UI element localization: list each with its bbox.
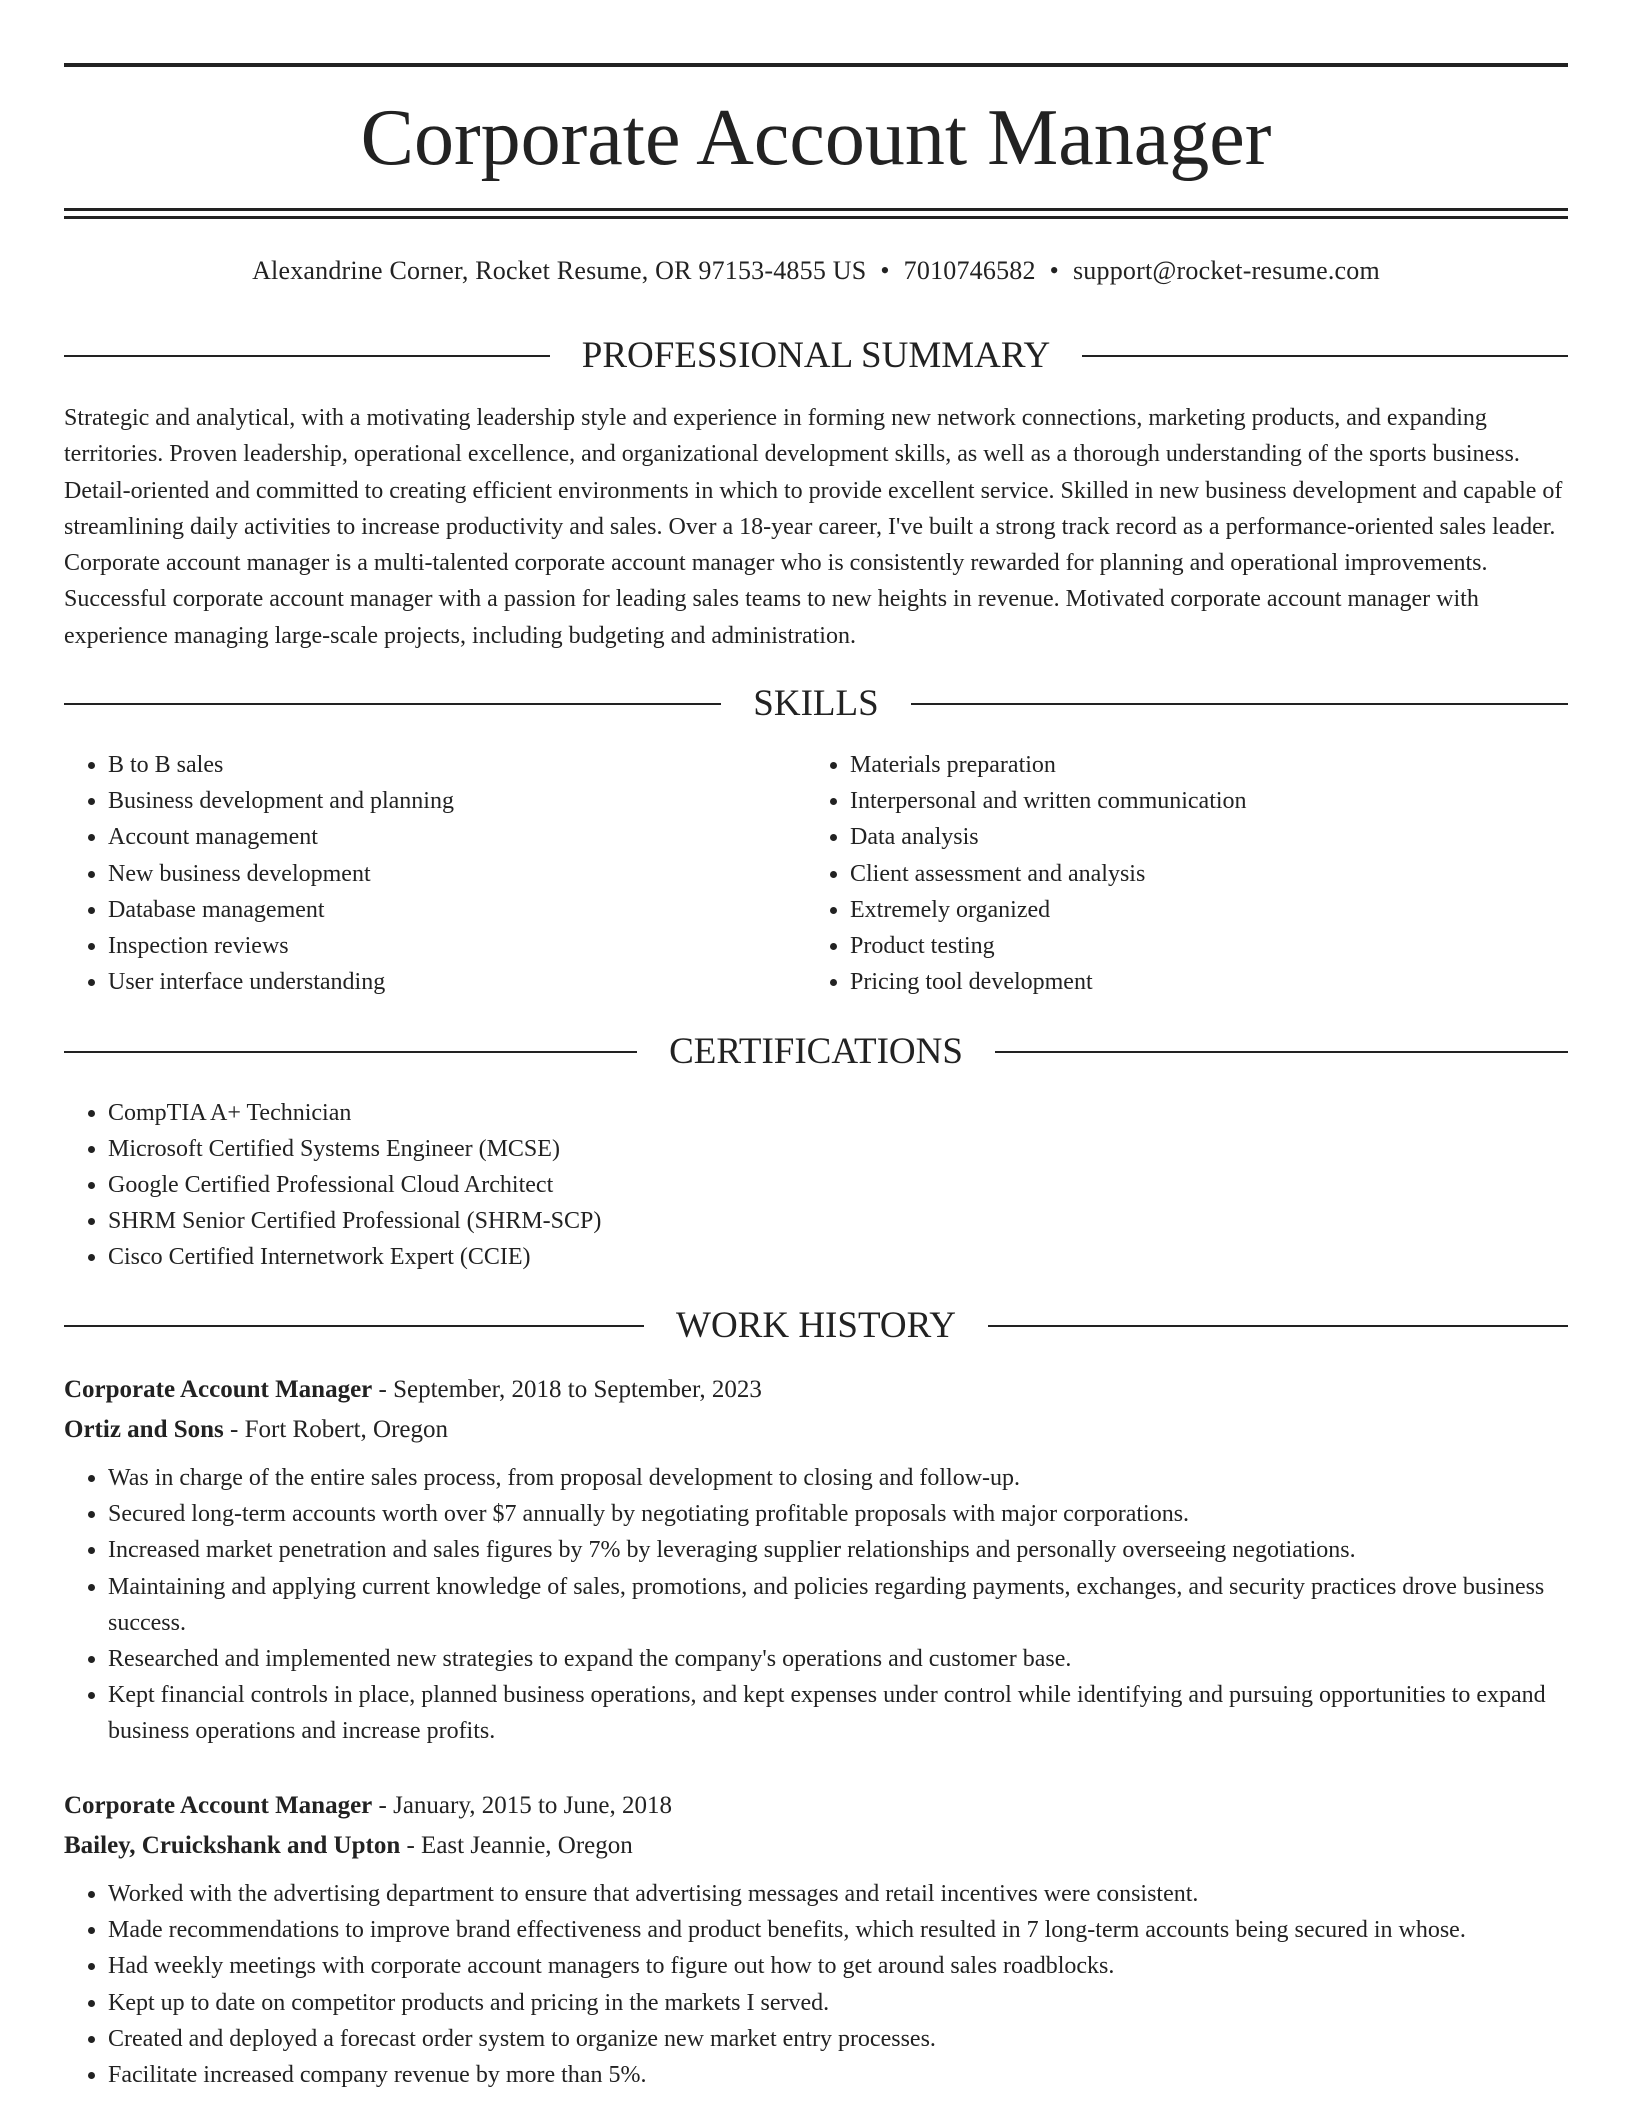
heading-rule-left	[64, 1325, 644, 1327]
heading-rule-left	[64, 355, 550, 357]
summary-text: Strategic and analytical, with a motivating leadership style and experience in forming new network connections, marketing products, and expanding territories. Proven leadership, operational excellence, and organizational development skills, as well as a thorough understanding of the sports business. Detail-oriented and committed to creating efficient environments in which to provide excellent service. Skilled in new business development and capable of streamlining daily activities to increase productivity and sales. Over a 18-year career, I've built a strong track record as a performance-oriented sales leader. Corporate account manager is a multi-talented corporate account manager who is consistently rewarded for planning and operational improvements. Successful corporate account manager with a passion for leading sales teams to new heights in revenue. Motivated corporate account manager with experience managing large-scale projects, including budgeting and administration.	[64, 405, 1563, 649]
title-double-rule	[64, 208, 1568, 219]
certifications-section	[64, 1095, 1564, 1275]
skill-item: • Data analysis	[850, 819, 1566, 855]
certification-item: • CompTIA A+ Technician	[108, 1095, 1564, 1131]
heading-rule-left	[64, 1051, 637, 1053]
summary-heading-row	[64, 334, 1568, 378]
skill-item: • Product testing	[850, 928, 1566, 964]
top-rule	[64, 63, 1568, 67]
skills-column-right	[806, 747, 1566, 1000]
skill-item: • Business development and planning	[108, 783, 784, 819]
certification-item: • Microsoft Certified Systems Engineer (MCSE)	[108, 1131, 1564, 1167]
job-dates: - September, 2018 to September, 2023	[372, 1376, 762, 1403]
resume-title: Corporate Account Manager	[360, 94, 1272, 182]
job-bullet: • Increased market penetration and sales figures by 7% by leveraging supplier relationships and personally overseeing negotiations.	[108, 1532, 1568, 1568]
skill-item: • Materials preparation	[850, 747, 1566, 783]
skills-column-left	[64, 747, 784, 1000]
job-bullet: • Secured long-term accounts worth over $7 annually by negotiating profitable proposals with major corporations.	[108, 1496, 1568, 1532]
job-location: - East Jeannie, Oregon	[400, 1832, 633, 1859]
skill-item: • Client assessment and analysis	[850, 856, 1566, 892]
job-company-line	[64, 1826, 1568, 1866]
job-bullet: • Created and deployed a forecast order system to organize new market entry processes.	[108, 2021, 1568, 2057]
certification-item: • Google Certified Professional Cloud Architect	[108, 1167, 1564, 1203]
job-entry	[64, 1370, 1568, 1750]
skills-list-left	[64, 747, 784, 1000]
skill-item: • Account management	[108, 819, 784, 855]
job-title: Corporate Account Manager	[64, 1792, 373, 1819]
contact-phone: 7010746582	[903, 256, 1036, 285]
certification-item: • Cisco Certified Internetwork Expert (CCIE)	[108, 1239, 1564, 1275]
job-title-line	[64, 1786, 1568, 1826]
work-history-heading-row	[64, 1304, 1568, 1348]
job-company: Bailey, Cruickshank and Upton	[64, 1832, 401, 1859]
job-title: Corporate Account Manager	[64, 1376, 373, 1403]
job-bullets	[64, 1876, 1568, 2093]
certifications-heading-row	[64, 1030, 1568, 1074]
skill-item: • Pricing tool development	[850, 964, 1566, 1000]
work-history-heading: WORK HISTORY	[676, 1305, 956, 1346]
skill-item: • User interface understanding	[108, 964, 784, 1000]
job-entry	[64, 1786, 1568, 2093]
certification-item: • SHRM Senior Certified Professional (SHRM-SCP)	[108, 1203, 1564, 1239]
heading-rule-right	[988, 1325, 1568, 1327]
certifications-list	[64, 1095, 1564, 1275]
job-dates: - January, 2015 to June, 2018	[372, 1792, 672, 1819]
summary-heading: PROFESSIONAL SUMMARY	[581, 335, 1051, 376]
job-bullet: • Kept up to date on competitor products and pricing in the markets I served.	[108, 1985, 1568, 2021]
contact-email: support@rocket-resume.com	[1072, 256, 1380, 285]
skills-list-right	[806, 747, 1566, 1000]
heading-rule-right	[911, 703, 1568, 705]
contact-address: Alexandrine Corner, Rocket Resume, OR 97153-4855 US	[252, 256, 867, 285]
job-bullet: • Maintaining and applying current knowledge of sales, promotions, and policies regarding payments, exchanges, and security practices drove business success.	[108, 1569, 1568, 1641]
skill-item: • New business development	[108, 856, 784, 892]
job-company: Ortiz and Sons	[64, 1416, 224, 1443]
heading-rule-left	[64, 703, 721, 705]
job-bullet: • Facilitate increased company revenue by more than 5%.	[108, 2057, 1568, 2093]
skills-heading: SKILLS	[753, 683, 879, 724]
job-bullet: • Was in charge of the entire sales process, from proposal development to closing and follow-up.	[108, 1460, 1568, 1496]
job-bullet: • Worked with the advertising department to ensure that advertising messages and retail incentives were consistent.	[108, 1876, 1568, 1912]
job-bullet: • Researched and implemented new strategies to expand the company's operations and customer base.	[108, 1641, 1568, 1677]
job-company-line	[64, 1410, 1568, 1450]
job-location: - Fort Robert, Oregon	[223, 1416, 449, 1443]
skill-item: • Extremely organized	[850, 892, 1566, 928]
job-title-line	[64, 1370, 1568, 1410]
skills-heading-row	[64, 682, 1568, 726]
job-bullet: • Kept financial controls in place, planned business operations, and kept expenses under control while identifying and pursuing opportunities to expand business operations and increase profits.	[108, 1677, 1568, 1749]
contact-separator: •	[1049, 256, 1059, 285]
job-bullet: • Had weekly meetings with corporate account managers to figure out how to get around sales roadblocks.	[108, 1948, 1568, 1984]
certifications-heading: CERTIFICATIONS	[669, 1031, 963, 1072]
skill-item: • B to B sales	[108, 747, 784, 783]
skill-item: • Interpersonal and written communication	[850, 783, 1566, 819]
contact-separator: •	[880, 256, 890, 285]
heading-rule-right	[995, 1051, 1568, 1053]
skill-item: • Inspection reviews	[108, 928, 784, 964]
job-bullet: • Made recommendations to improve brand effectiveness and product benefits, which resulted in 7 long-term accounts being secured in whose.	[108, 1912, 1568, 1948]
skill-item: • Database management	[108, 892, 784, 928]
heading-rule-right	[1082, 355, 1568, 357]
job-bullets	[64, 1460, 1568, 1750]
contact-line	[64, 254, 1568, 288]
